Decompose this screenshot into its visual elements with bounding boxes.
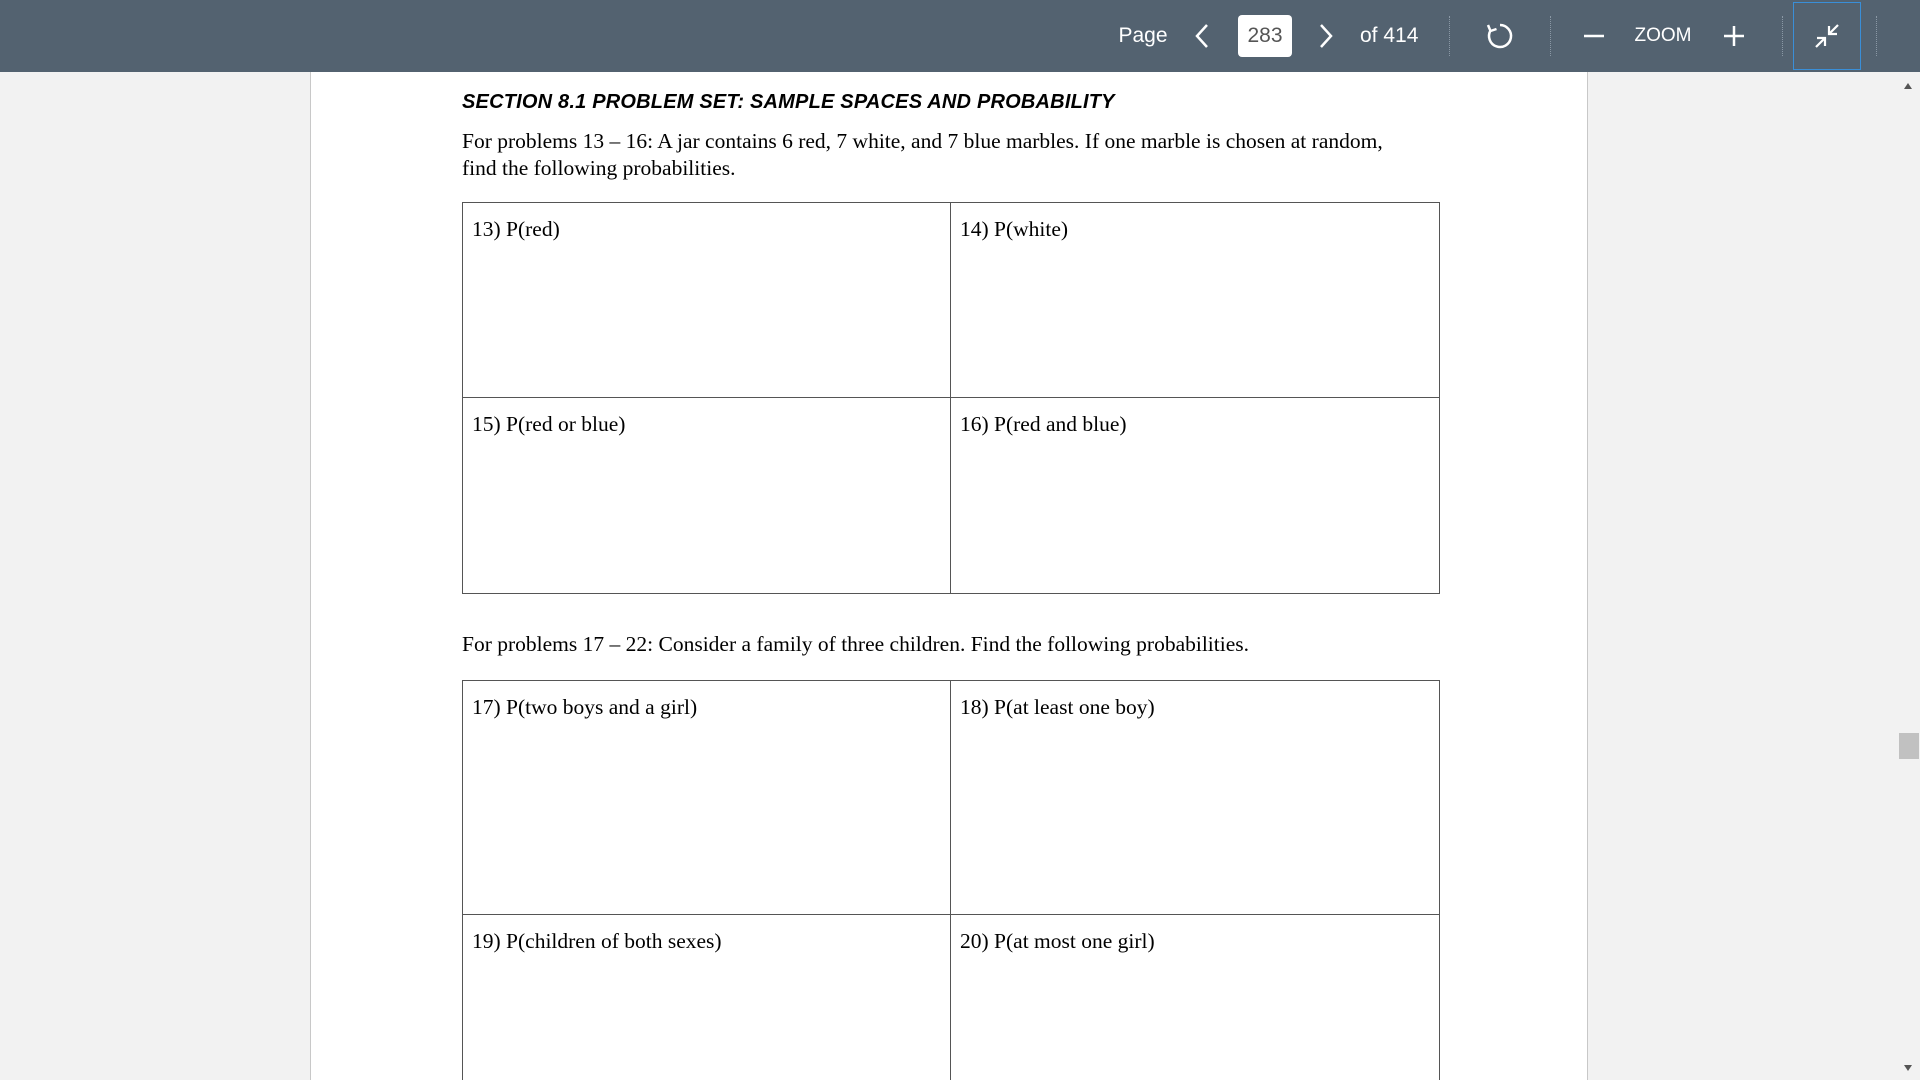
problem-grid-17-22	[462, 680, 1440, 1080]
document-page	[310, 72, 1588, 1080]
scroll-down-button[interactable]	[1896, 1060, 1920, 1076]
exit-fullscreen-icon	[1813, 22, 1841, 50]
page-number-input[interactable]	[1238, 15, 1292, 57]
previous-page-button[interactable]	[1184, 0, 1220, 72]
problem-cell: 14) P(white)	[951, 203, 1439, 398]
problems-13-16-intro: For problems 13 – 16: A jar contains 6 red, 7 white, and 7 blue marbles. If one marble is chosen at random, find the following probabilities.	[462, 129, 1383, 180]
toolbar-divider	[1449, 16, 1450, 56]
toolbar-divider	[1782, 16, 1783, 56]
problem-cell: 17) P(two boys and a girl)	[463, 681, 951, 915]
page-label: Page	[1118, 24, 1168, 47]
chevron-right-icon	[1317, 23, 1335, 49]
problem-cell: 13) P(red)	[463, 203, 951, 398]
zoom-out-button[interactable]	[1576, 0, 1612, 72]
plus-icon	[1723, 25, 1745, 47]
rotate-button[interactable]	[1480, 0, 1520, 72]
section-title: SECTION 8.1 PROBLEM SET: SAMPLE SPACES AND PROBABILITY	[462, 91, 1115, 113]
scrollbar-thumb[interactable]	[1899, 733, 1919, 759]
scroll-up-button[interactable]	[1896, 78, 1920, 94]
vertical-scrollbar[interactable]	[1896, 72, 1920, 1080]
triangle-up-icon	[1903, 82, 1913, 90]
zoom-in-button[interactable]	[1716, 0, 1752, 72]
problem-grid-13-16	[462, 202, 1440, 594]
zoom-label: ZOOM	[1634, 25, 1692, 46]
viewer-toolbar	[0, 0, 1920, 72]
next-page-button[interactable]	[1308, 0, 1344, 72]
toolbar-divider	[1550, 16, 1551, 56]
document-viewer[interactable]	[0, 72, 1920, 1080]
problems-17-22-intro: For problems 17 – 22: Consider a family of three children. Find the following probabilities.	[462, 632, 1250, 656]
chevron-left-icon	[1193, 23, 1211, 49]
minus-icon	[1583, 25, 1605, 47]
problem-cell: 20) P(at most one girl)	[960, 929, 1155, 953]
exit-fullscreen-button[interactable]	[1793, 2, 1861, 70]
rotate-icon	[1485, 21, 1515, 51]
toolbar-divider	[1876, 16, 1877, 56]
problem-cell: 18) P(at least one boy)	[951, 681, 1439, 915]
triangle-down-icon	[1903, 1064, 1913, 1072]
problem-cell: 19) P(children of both sexes)	[463, 915, 951, 1080]
problem-cell: 15) P(red or blue)	[463, 398, 951, 593]
page-count-label: of 414	[1360, 24, 1419, 47]
problem-cell: 16) P(red and blue)	[960, 412, 1127, 436]
